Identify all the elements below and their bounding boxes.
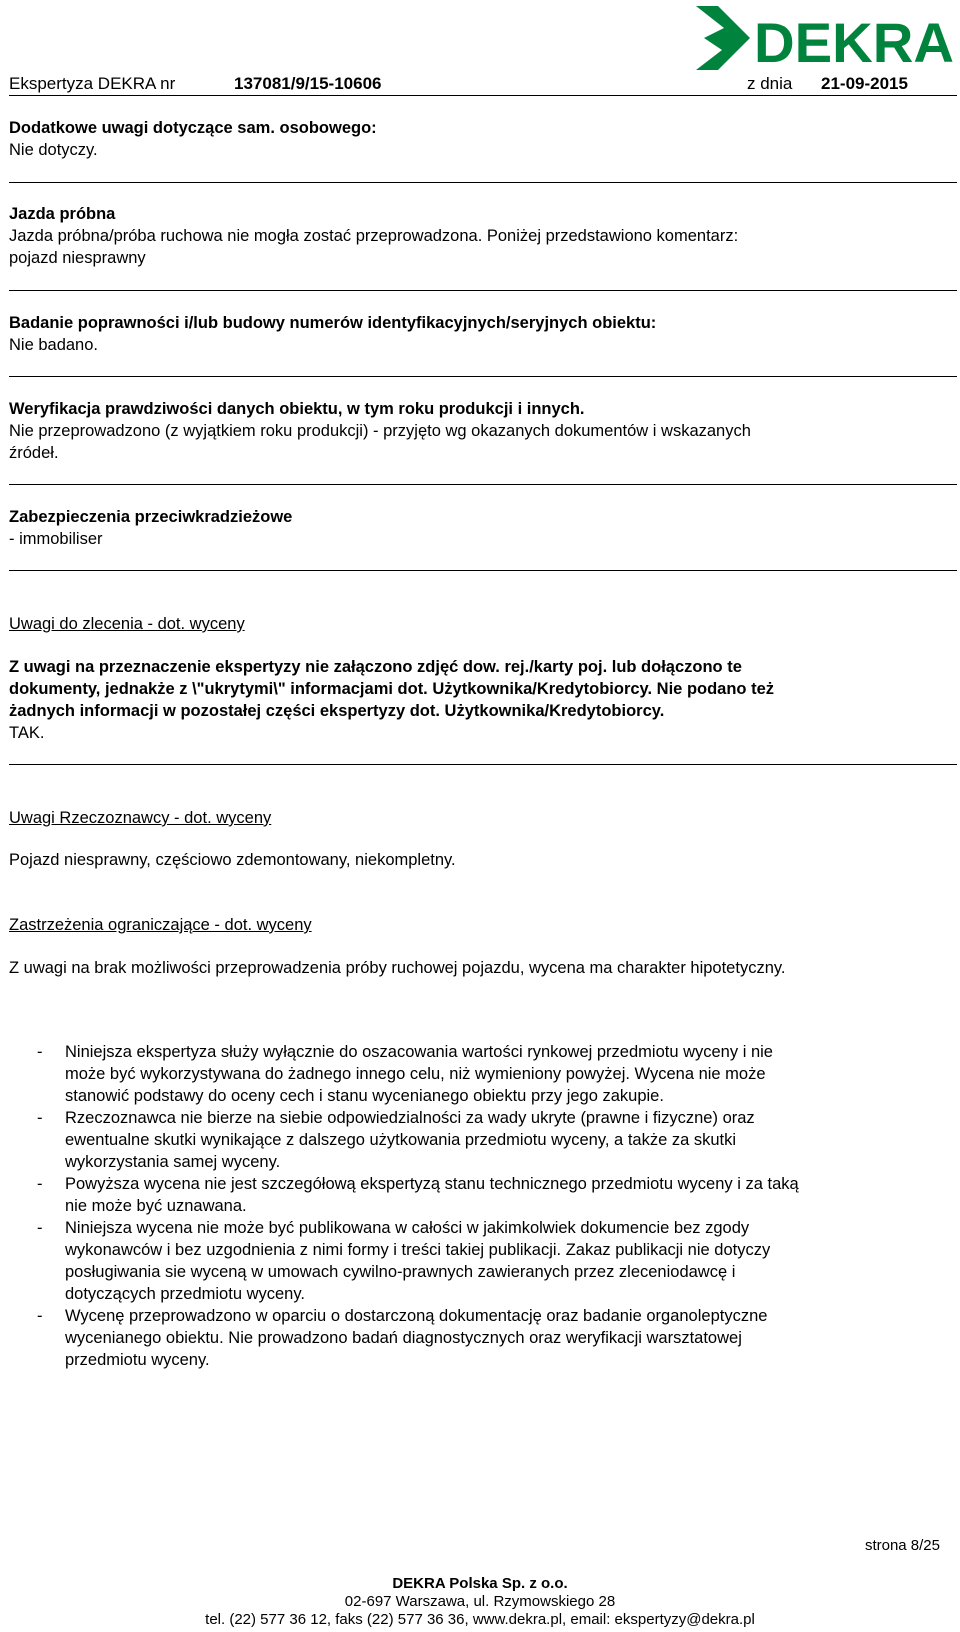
section-text: Z uwagi na brak możliwości przeprowadzenia próby ruchowej pojazdu, wycena ma charakter hipotetyczny. <box>9 959 786 977</box>
section-text: Pojazd niesprawny, częściowo zdemontowany, niekompletny. <box>9 851 456 869</box>
list-item <box>9 1107 949 1173</box>
list-item-line: Niniejsza wycena nie może być publikowana w całości w jakimkolwiek dokumencie bez zgody <box>65 1219 750 1237</box>
bullet-dash: - <box>37 1219 43 1237</box>
header-divider <box>9 95 957 96</box>
section-text: żadnych informacji w pozostałej części ekspertyzy dot. Użytkownika/Kredytobiorcy. <box>9 702 665 720</box>
list-item <box>9 1305 949 1371</box>
section-heading: Jazda próbna <box>9 205 116 223</box>
section-text: Nie badano. <box>9 336 98 354</box>
logo-mark <box>696 6 750 70</box>
list-item-line: nie może być uznawana. <box>65 1197 247 1215</box>
disclaimer-list <box>9 1041 949 1371</box>
section-text: Z uwagi na przeznaczenie ekspertyzy nie załączono zdjęć dow. rej./karty poj. lub dołączono te <box>9 658 742 676</box>
list-item-line: wykonawców i bez uzgodnienia z nimi formy i treści takiej publikacji. Zakaz publikacji nie dotyczy <box>65 1241 771 1259</box>
expertise-number: 137081/9/15-10606 <box>234 74 382 93</box>
section-text: dokumenty, jednakże z \"ukrytymi\" informacjami dot. Użytkownika/Kredytobiorcy. Nie podano też <box>9 680 775 698</box>
section-text: - immobiliser <box>9 530 103 548</box>
section-zabezpieczenia <box>9 506 957 550</box>
list-item <box>9 1041 949 1107</box>
section-divider <box>9 376 957 377</box>
list-item <box>9 1217 949 1305</box>
bullet-dash: - <box>37 1109 43 1127</box>
list-item-line: ewentualne skutki wynikające z dalszego użytkowania przedmiotu wyceny, a także za skutki <box>65 1131 737 1149</box>
list-item-line: może być wykorzystywana do żadnego innego celu, niż wymieniony powyżej. Wycena nie może <box>65 1065 766 1083</box>
section-heading: Zastrzeżenia ograniczające - dot. wyceny <box>9 916 312 934</box>
bullet-dash: - <box>37 1307 43 1325</box>
list-item-line: wykorzystania samej wyceny. <box>65 1153 281 1171</box>
section-text: źródeł. <box>9 444 59 462</box>
section-text: pojazd niesprawny <box>9 249 146 267</box>
section-text: TAK. <box>9 724 45 742</box>
section-divider <box>9 484 957 485</box>
list-item-line: dotyczących przedmiotu wyceny. <box>65 1285 305 1303</box>
list-item-line: Niniejsza ekspertyza służy wyłącznie do oszacowania wartości rynkowej przedmiotu wyceny i nie <box>65 1043 773 1061</box>
section-heading: Badanie poprawności i/lub budowy numerów identyfikacyjnych/seryjnych obiektu: <box>9 314 657 332</box>
date-label: z dnia <box>747 74 793 93</box>
section-divider <box>9 182 957 183</box>
section-heading: Uwagi do zlecenia - dot. wyceny <box>9 615 245 633</box>
document-header <box>9 70 957 96</box>
section-dodatkowe-uwagi <box>9 117 957 161</box>
section-heading: Uwagi Rzeczoznawcy - dot. wyceny <box>9 809 272 827</box>
header-title: Ekspertyza DEKRA nr <box>9 74 176 93</box>
section-divider <box>9 290 957 291</box>
section-uwagi-zlecenia <box>9 613 957 635</box>
section-zastrzezenia <box>9 914 957 936</box>
section-heading: Zabezpieczenia przeciwkradzieżowe <box>9 508 293 526</box>
footer-company: DEKRA Polska Sp. z o.o. <box>392 1575 568 1592</box>
section-zastrzezenia-body <box>9 957 957 979</box>
list-item-line: Rzeczoznawca nie bierze na siebie odpowiedzialności za wady ukryte (prawne i fizyczne) oraz <box>65 1109 755 1127</box>
section-heading: Dodatkowe uwagi dotyczące sam. osobowego: <box>9 119 377 137</box>
section-divider <box>9 570 957 571</box>
footer-contact: tel. (22) 577 36 12, faks (22) 577 36 36, www.dekra.pl, email: ekspertyzy@dekra.pl <box>205 1611 755 1628</box>
page-number: strona 8/25 <box>864 1537 940 1554</box>
section-text: Nie przeprowadzono (z wyjątkiem roku produkcji) - przyjęto wg okazanych dokumentów i wskazanych <box>9 422 751 440</box>
section-uwagi-rzeczoznawcy <box>9 807 957 829</box>
bullet-dash: - <box>37 1175 43 1193</box>
section-weryfikacja <box>9 398 957 464</box>
list-item <box>9 1173 949 1217</box>
bullet-dash: - <box>37 1043 43 1061</box>
list-item-line: wycenianego obiektu. Nie prowadzono badań diagnostycznych oraz weryfikacji warsztatowej <box>65 1329 742 1347</box>
section-badanie-numerow <box>9 312 957 356</box>
section-heading: Weryfikacja prawdziwości danych obiektu, w tym roku produkcji i innych. <box>9 400 585 418</box>
list-item-line: przedmiotu wyceny. <box>65 1351 210 1369</box>
section-jazda-probna <box>9 203 957 269</box>
expertise-date: 21-09-2015 <box>821 74 908 93</box>
list-item-line: Wycenę przeprowadzono w oparciu o dostarczoną dokumentację oraz badanie organoleptyczne <box>65 1307 768 1325</box>
section-text: Nie dotyczy. <box>9 141 98 159</box>
logo-text: DEKRA <box>754 11 954 74</box>
section-text: Jazda próbna/próba ruchowa nie mogła zostać przeprowadzona. Poniżej przedstawiono komentarz: <box>9 227 739 245</box>
list-item-line: Powyższa wycena nie jest szczegółową ekspertyzą stanu technicznego przedmiotu wyceny i za taką <box>65 1175 799 1193</box>
list-item-line: stanowić podstawy do oceny cech i stanu wycenianego obiektu przy jego zakupie. <box>65 1087 664 1105</box>
section-divider <box>9 764 957 765</box>
list-item-line: posługiwania sie wyceną w umowach cywilno-prawnych zawieranych przez zleceniodawcę i <box>65 1263 736 1281</box>
section-uwagi-zlecenia-body <box>9 656 957 744</box>
section-uwagi-rzeczoznawcy-body <box>9 849 957 871</box>
footer-address: 02-697 Warszawa, ul. Rzymowskiego 28 <box>344 1593 616 1610</box>
